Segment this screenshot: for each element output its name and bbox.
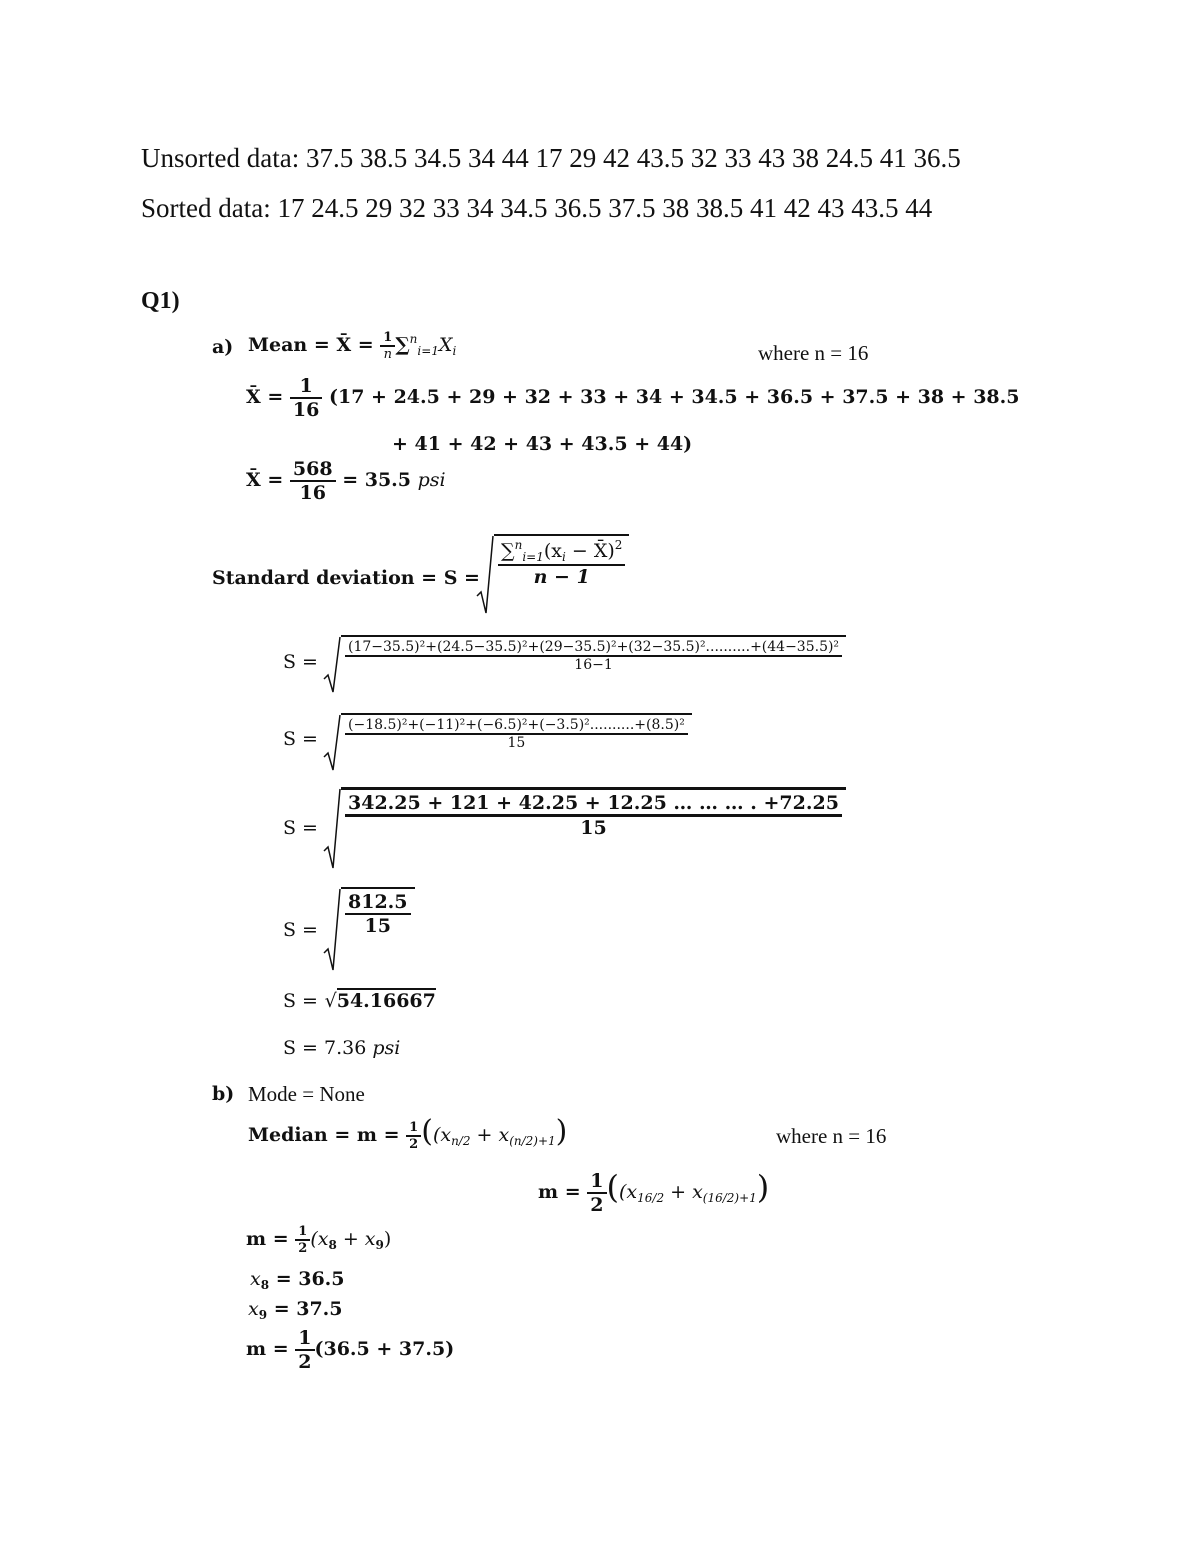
- unit-psi-2: psi: [372, 1037, 401, 1059]
- s1-num: (17−35.5)²+(24.5−35.5)²+(29−35.5)²+(32−35.5)²..........+(44−35.5)²: [348, 639, 840, 655]
- mean-var-sub: i: [452, 344, 457, 358]
- m2-x8: (x: [310, 1228, 329, 1250]
- sd-den: n − 1: [498, 564, 625, 588]
- s3-fraction: [345, 792, 842, 839]
- median-label: Median = m =: [248, 1124, 400, 1146]
- step1-den: 16: [290, 397, 322, 421]
- x9-sub: 9: [258, 1308, 268, 1322]
- mean-var: X: [438, 334, 453, 356]
- s-eq-1: S =: [283, 651, 318, 673]
- s-step-5: S = √54.16667: [283, 990, 436, 1012]
- s3-radical: [323, 787, 846, 839]
- s-step-4: [323, 887, 415, 937]
- median-formula: Median = m = $\frac{1}{2}$ ($(x_{n/2} + x_{(n/2)+1})$: [248, 1114, 568, 1152]
- sd-fraction: [498, 538, 625, 588]
- m1-half-den: 2: [587, 1192, 606, 1216]
- median-step-3: [246, 1327, 454, 1373]
- unit-psi: psi: [417, 469, 446, 491]
- sd-body: (x: [543, 540, 562, 562]
- question-heading: Q1): [141, 288, 180, 314]
- step2-fraction: [290, 458, 336, 504]
- median-x1: (x: [432, 1124, 452, 1146]
- s-eq-2: S =: [283, 728, 318, 750]
- x8-var: x: [250, 1268, 261, 1290]
- s4-den: 15: [345, 913, 411, 937]
- m3-half-den: 2: [295, 1349, 314, 1373]
- s1-fraction: [345, 639, 842, 673]
- s5-radicand: 54.16667: [336, 990, 436, 1012]
- m1-x1: (x: [618, 1181, 638, 1203]
- s1-den: 16−1: [345, 655, 842, 673]
- m2-x9: + x: [336, 1228, 376, 1250]
- unsorted-data-line: Unsorted data: 37.5 38.5 34.5 34 44 17 29 42 43.5 32 33 43 38 24.5 41 36.5: [141, 143, 961, 173]
- sd-label: Standard deviation = S =: [212, 567, 480, 589]
- s-eq-5: S =: [283, 990, 318, 1012]
- sd-sum: ∑: [501, 540, 515, 562]
- mean-fraction-num: 1: [383, 330, 393, 345]
- s1-radical: [323, 635, 846, 673]
- part-b-marker: b): [212, 1083, 235, 1105]
- m2-close: ): [383, 1228, 392, 1250]
- mean-formula: [248, 330, 456, 362]
- mean-where-note: where n = 16: [758, 341, 869, 365]
- median-half-num: 1: [409, 1120, 419, 1135]
- mean-label: Mean = X̄ =: [248, 334, 374, 356]
- median-step-2: [246, 1224, 391, 1256]
- mean-fraction: [380, 330, 395, 362]
- sd-body-sub: i: [561, 550, 566, 564]
- s3-den: 15: [345, 814, 842, 839]
- mean-step-2: [246, 458, 446, 504]
- sd-body-end: − X̄): [565, 540, 615, 562]
- median-sub1: n/2: [451, 1134, 471, 1148]
- s2-fraction: [345, 717, 688, 751]
- x8-value: = 36.5: [269, 1268, 345, 1290]
- median-x2: + x: [470, 1124, 510, 1146]
- sd-square: 2: [614, 538, 623, 552]
- step1-line2: + 41 + 42 + 43 + 43.5 + 44): [392, 433, 693, 455]
- median-sub2: (n/2)+1: [509, 1134, 556, 1148]
- mode-line: Mode = None: [248, 1082, 365, 1106]
- sd-radical: [476, 534, 629, 588]
- m-eq-1: m =: [538, 1181, 581, 1203]
- s3-num: 342.25 + 121 + 42.25 + 12.25 … … … . +72.25: [348, 792, 839, 814]
- s4-fraction: [345, 891, 411, 937]
- s4-num: 812.5: [348, 891, 408, 913]
- median-where-note: where n = 16: [776, 1124, 887, 1148]
- m2-half-den: 2: [295, 1239, 310, 1256]
- m2-sub8: 8: [328, 1238, 337, 1252]
- median-step-1: m = $\frac{1}{2}$ ($(x_{16/2} + x_{(16/2)+1})$: [538, 1168, 770, 1216]
- s-step-6: [283, 1037, 400, 1059]
- m1-sub2: (16/2)+1: [702, 1191, 757, 1205]
- sum-symbol: ∑: [395, 334, 410, 356]
- m1-half-num: 1: [590, 1170, 604, 1192]
- step2-result: = 35.5: [342, 469, 412, 491]
- m2-sub9: 9: [375, 1238, 384, 1252]
- sd-formula-root: [476, 534, 629, 588]
- step1-fraction: [290, 375, 322, 421]
- xbar-label: X̄ =: [246, 386, 284, 408]
- m3-half: [295, 1327, 314, 1373]
- x9-value: = 37.5: [267, 1298, 343, 1320]
- sum-sub: i=1: [417, 344, 439, 358]
- median-half: [406, 1120, 421, 1152]
- s-eq-3: S =: [283, 817, 318, 839]
- s2-den: 15: [345, 733, 688, 751]
- m2-half: [295, 1224, 310, 1256]
- x9-var: x: [248, 1298, 259, 1320]
- m3-body: (36.5 + 37.5): [314, 1338, 455, 1360]
- mean-fraction-den: n: [380, 345, 395, 362]
- sd-sum-sub: i=1: [522, 550, 544, 564]
- x9-line: [248, 1298, 343, 1322]
- part-a-marker: a): [212, 336, 234, 358]
- median-half-den: 2: [406, 1135, 421, 1152]
- s-step-3: [323, 787, 846, 839]
- m-eq-2: m =: [246, 1228, 289, 1250]
- median-step1-half: [587, 1170, 606, 1216]
- step1-num: 1: [299, 375, 313, 397]
- s6-value: S = 7.36: [283, 1037, 367, 1059]
- x8-sub: 8: [260, 1278, 270, 1292]
- step2-num: 568: [292, 458, 333, 480]
- m1-sub1: 16/2: [637, 1191, 665, 1205]
- step2-den: 16: [290, 480, 336, 504]
- m3-half-num: 1: [298, 1327, 312, 1349]
- sorted-data-line: Sorted data: 17 24.5 29 32 33 34 34.5 36.5 37.5 38 38.5 41 42 43 43.5 44: [141, 193, 933, 223]
- s2-num: (−18.5)²+(−11)²+(−6.5)²+(−3.5)²..........+(8.5)²: [348, 717, 685, 733]
- s-eq-4: S =: [283, 919, 318, 941]
- m2-half-num: 1: [298, 1224, 308, 1239]
- m1-x2: + x: [664, 1181, 703, 1203]
- m-eq-3: m =: [246, 1338, 289, 1360]
- x8-line: [250, 1268, 345, 1292]
- step1-line1: (17 + 24.5 + 29 + 32 + 33 + 34 + 34.5 + 36.5 + 37.5 + 38 + 38.5: [328, 386, 1020, 408]
- mean-step-1: [246, 375, 1020, 421]
- s-step-1: [323, 635, 846, 673]
- s4-radical: [323, 887, 415, 937]
- s-step-2: [323, 713, 692, 751]
- sd-sum-sup: n: [514, 538, 523, 552]
- sum-sup: n: [409, 332, 418, 346]
- xbar-label-2: X̄ =: [246, 469, 284, 491]
- s2-radical: [323, 713, 692, 751]
